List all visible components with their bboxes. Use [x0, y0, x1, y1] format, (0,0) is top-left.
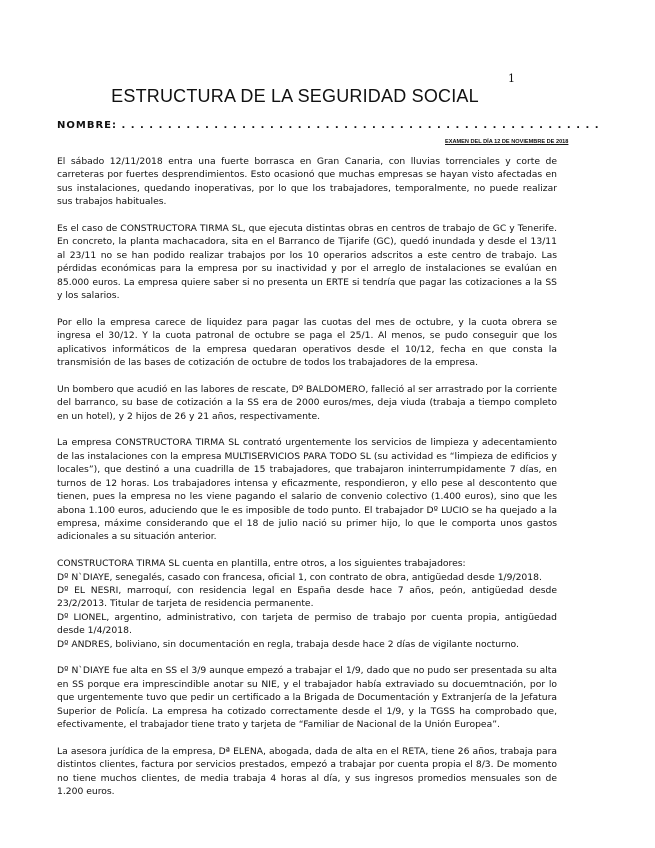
document-title: ESTRUCTURA DE LA SEGURIDAD SOCIAL	[111, 86, 479, 106]
paragraph-limpieza: La empresa CONSTRUCTORA TIRMA SL contrató urgentemente los servicios de limpieza y adecentamiento de las instalaciones con la empresa MULTISERVICIOS PARA TODO SL (su actividad es “limpieza de edificios y locales”), que destinó a una cuadrilla de 15 trabajadores, que trabajaron ininterrumpidamente 7 días, en turnos de 12 horas. Los trabajadores intensa y eficazmente, respondieron, y ello pese al descontento que tienen, pues la empresa no les viene pagando el salario de convenio colectivo (1.400 euros), sino que les abona 1.100 euros, aduciendo que le es imposible de todo punto. El trabajador Dº LUCIO se ha quejado a la empresa, máxime considerando que el 18 de julio nació su primer hijo, lo que le comporta unos gastos adicionales a su situación anterior.	[57, 437, 557, 543]
paragraph-liquidez: Por ello la empresa carece de liquidez para pagar las cuotas del mes de octubre, y la cuota obrera se ingresa el 30/12. Y la cuota patronal de octubre se paga el 25/1. Al menos, se pudo conseguir que los aplicativos informáticos de la empresa quedaran operativos desde el 10/12, fecha en que consta la transmisión de las bases de cotización de octubre de todos los trabajadores de la empresa.	[57, 316, 557, 369]
workers-list	[57, 557, 557, 651]
paragraph-bombero: Un bombero que acudió en las labores de rescate, Dº BALDOMERO, falleció al ser arrastrado por la corriente del barranco, su base de cotización a la SS era de 2000 euros/mes, deja viuda (trabaja a tiempo completo en un hotel), y 2 hijos de 26 y 21 años, respectivamente.	[57, 383, 557, 422]
worker-el-nesri: Dº EL NESRI, marroquí, con residencia legal en España desde hace 7 años, peón, antigüedad desde 23/2/2013. Titular de tarjeta de residencia permanente.	[57, 584, 557, 610]
worker-ndiaye: Dº N`DIAYE, senegalés, casado con francesa, oficial 1, con contrato de obra, antigüedad desde 1/9/2018.	[57, 571, 542, 583]
exam-statement	[57, 155, 557, 812]
workers-intro: CONSTRUCTORA TIRMA SL cuenta en plantilla, entre otros, a los siguientes trabajadores:	[57, 558, 466, 570]
paragraph-asesora: La asesora jurídica de la empresa, Dª ELENA, abogada, dada de alta en el RETA, tiene 26 años, trabaja para distintos clientes, factura por servicios prestados, empezó a trabajar por cuenta propia el 8/3. De momento no tiene muchos clientes, de media trabaja 4 horas al día, y sus ingresos promedios mensuales son de 1.200 euros.	[57, 745, 557, 797]
paragraph-ndiaye-alta: Dº N`DIAYE fue alta en SS el 3/9 aunque empezó a trabajar el 1/9, dado que no pudo ser presentada su alta en SS porque era imprescindible anotar su NIE, y el trabajador había extraviado su docuemtnación, por lo que urgentemente tuvo que pedir un certificado a la Brigada de Documentación y Extranjería de la Jefatura Superior de Policía. La empresa ha cotizado correctamente desde el 1/9, y la TGSS ha comprobado que, efectivamente, el trabajador tiene trato y tarjeta de “Familiar de Nacional de la Unión Europea”.	[57, 665, 557, 730]
exam-date-label: EXAMEN DEL DÍA 12 DE NOVIEMBRE DE 2018	[445, 139, 569, 145]
worker-lionel: Dº LIONEL, argentino, administrativo, con tarjeta de permiso de trabajo por cuenta propia, antigüedad desde 1/4/2018.	[57, 611, 557, 637]
paragraph-constructora: Es el caso de CONSTRUCTORA TIRMA SL, que ejecuta distintas obras en centros de trabajo de GC y Tenerife. En concreto, la planta machacadora, sita en el Barranco de Tijarife (GC), quedó inundada y desde el 13/11 al 23/11 no se han podido realizar trabajos por los 10 operarios adscritos a este centro de trabajo. Las pérdidas económicas para la empresa por su inactividad y por el arreglo de instalaciones se evalúan en 85.000 euros. La empresa quiere saber si no presenta un ERTE si tendría que pagar las cotizaciones a la SS y los salarios.	[57, 223, 557, 302]
worker-andres: Dº ANDRES, boliviano, sin documentación en regla, trabaja desde hace 2 días de vigilante nocturno.	[57, 638, 519, 650]
name-field-line: NOMBRE: . . . . . . . . . . . . . . . . . . . . . . . . . . . . . . . . . . . . . . . . . . . . . . . . . . . .	[57, 120, 600, 131]
paragraph-borrasca: El sábado 12/11/2018 entra una fuerte borrasca en Gran Canaria, con lluvias torrenciales y corte de carreteras por fuertes desprendimientos. Esto ocasionó que muchas empresas se hayan visto afectadas en sus instalaciones, quedando inoperativas, por lo que los trabajadores, temporalmente, no puede realizar sus trabajos habituales.	[57, 156, 557, 208]
page-number: 1	[508, 72, 515, 85]
